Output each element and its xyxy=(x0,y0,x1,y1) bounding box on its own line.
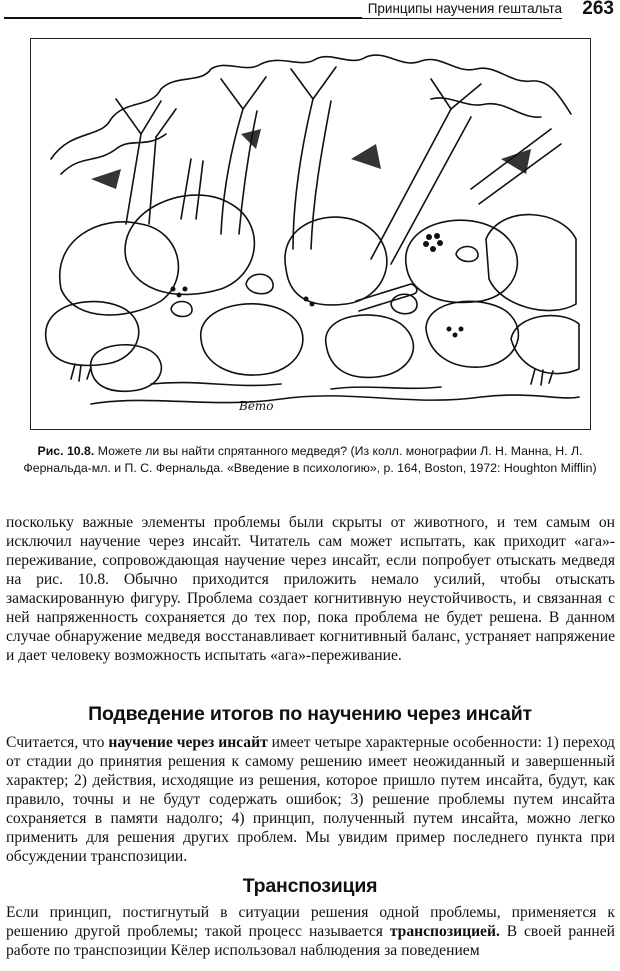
caption-text: Можете ли вы найти спрятанного медведя? (Из колл. монографии Л. Н. Манна, Н. Л. Фернальда-мл. и П. С. Фернальда. «Введение в психологию», p. 164, Boston, 1972: Houghton Mifflin) xyxy=(23,444,597,475)
term-insight-learning: научение через инсайт xyxy=(108,734,268,751)
page-number: 263 xyxy=(582,0,614,19)
page-header xyxy=(0,0,620,28)
figure-hidden-bear xyxy=(30,38,591,430)
term-transposition: транспозицией. xyxy=(389,923,500,940)
paragraph-2 xyxy=(6,733,615,866)
artist-signature: Bemo xyxy=(239,399,274,413)
paragraph-2-rest: имеет четыре характерные особенности: 1) переход от стадии до принятия решения к самому решению имеет неожиданный и завершенный характер; 2) действия, исходящие из решения, которое пришло путем инсайта, будут, как правило, точны и не будут содержать ошибок; 3) решение проблемы путем инсайта сохраняется в памяти надолго; 4) принцип, полученный путем инсайта, можно легко применить для решения других проблем. Мы увидим пример последнего пункта при обсуждении транспозиции. xyxy=(6,734,615,865)
section-heading-insight-summary: Подведение итогов по научению через инсайт xyxy=(88,703,532,725)
caption-label: Рис. 10.8. xyxy=(37,444,95,458)
paragraph-1: поскольку важные элементы проблемы были скрыты от животного, и тем самым он исключил научение через инсайт. Читатель сам может испытать, как приходит «ага»-переживание, сопровождающая научение через инсайт, если попробует отыскать медведя на рис. 10.8. Обычно приходится приложить немало усилий, чтобы отыскать замаскированную фигуру. Проблема создает когнитивную неустойчивость, и связанная с ней напряженность сохраняется до тех пор, пока проблема не будет решена. В данном случае обнаружение медведя восстанавливает когнитивный баланс, устраняет напряжение и дает человеку возможность испытать «ага»-переживание. xyxy=(6,514,615,664)
forest-boulders-illustration xyxy=(31,39,589,428)
figure-caption xyxy=(20,443,600,477)
running-title: Принципы научения гештальта xyxy=(362,0,562,18)
paragraph-2-start: Считается, что xyxy=(6,734,109,751)
paragraph-3-rest: В своей ранней работе по транспозиции Кёлер использовал наблюдения за поведением xyxy=(6,923,615,959)
section-heading-transposition: Транспозиция xyxy=(242,875,378,897)
paragraph-3 xyxy=(6,903,615,960)
paragraph-3-start: Если принцип, постигнутый в ситуации решения одной проблемы, применяется к решению другой проблемы; такой процесс называется xyxy=(6,904,615,940)
